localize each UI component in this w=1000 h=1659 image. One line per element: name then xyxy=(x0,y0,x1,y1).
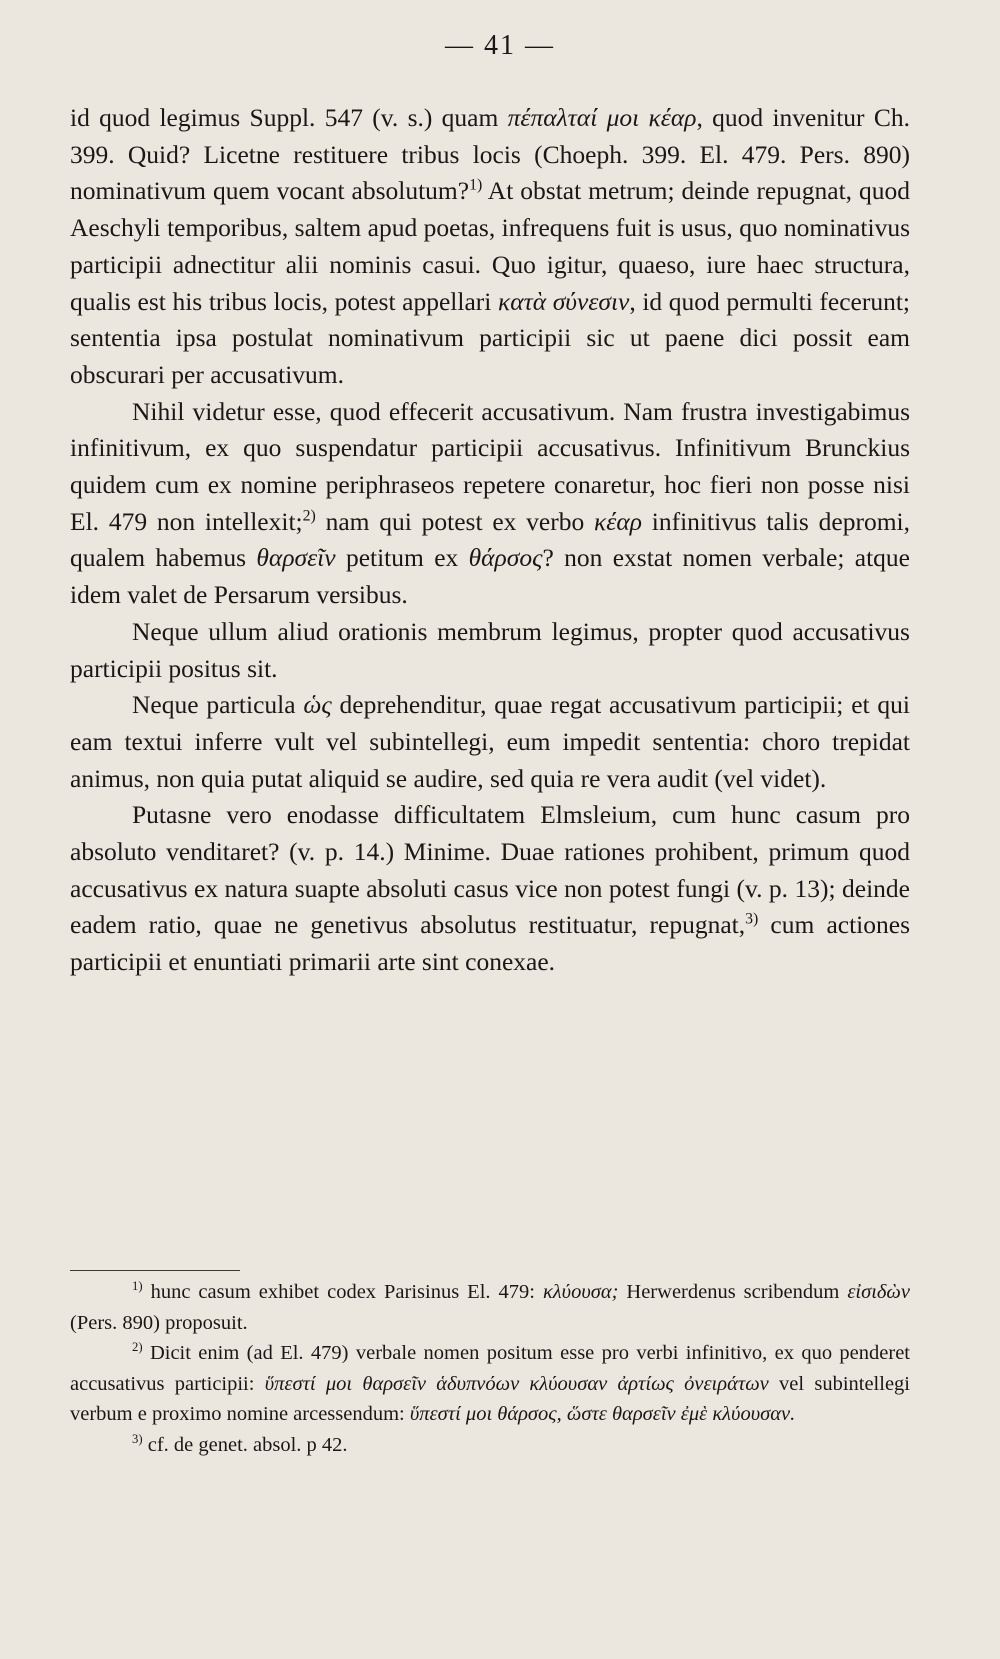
paragraph xyxy=(70,797,910,981)
footnote-marker: 1) xyxy=(469,176,483,194)
greek-text: κατὰ σύνεσιν xyxy=(497,286,630,316)
greek-text: ὡς xyxy=(303,690,332,720)
text-segment: cum actiones participii et enuntiati primarii arte sint conexae. xyxy=(70,910,910,977)
page-number: — 41 — xyxy=(445,30,555,61)
footnote-marker: 3) xyxy=(132,1431,143,1446)
footnote-3 xyxy=(70,1430,910,1461)
text-segment: deprehenditur, quae regat accusativum participii; et qui eam textui inferre vult vel subintellegi, eum impedit sententia: choro trepidat animus, non quia putat aliquid se audire, sed quia re vera audit (vel videt). xyxy=(70,690,910,793)
footnote-1 xyxy=(70,1277,910,1338)
text-segment: (Pers. 890) proposuit. xyxy=(70,1311,248,1334)
footnote-2 xyxy=(70,1338,910,1430)
text-segment: Putasne vero enodasse difficultatem Elmsleium, cum hunc casum pro absoluto venditaret? (v. p. 14.) Minime. Duae rationes prohibent, primum quod accusativus ex natura suapte absoluti casus vice non potest fungi (v. p. 13); deinde eadem ratio, quae ne genetivus absolutus restituatur, repugnat, xyxy=(70,800,910,940)
text-segment: , quod invenitur Ch. 399. Quid? Licetne restituere tribus locis (Choeph. 399. El. 479. Pers. 890) nominativum quem vocant absolutum? xyxy=(70,103,910,206)
text-segment: Nihil videtur esse, quod effecerit accusativum. Nam frustra investigabimus infinitivum, ex quo suspendatur participii accusativus. Infinitivum Brunckius quidem cum ex nomine periphraseos repetere conaretur, hoc fieri non posse nisi El. 479 non intellexit; xyxy=(70,396,910,536)
text-segment: nam qui potest ex verbo xyxy=(315,506,595,536)
text-segment: petitum ex xyxy=(335,543,469,573)
greek-text: εἰσιδὼν xyxy=(847,1281,910,1303)
paragraph xyxy=(70,100,910,394)
greek-text: πέπαλταί μοι κέαρ xyxy=(507,103,697,132)
greek-text: θαρσεῖν xyxy=(256,543,336,573)
greek-text: κέαρ xyxy=(594,506,642,536)
text-segment: infinitivus talis depromi, qualem habemus xyxy=(70,506,910,573)
text-segment: vel subintellegi verbum e proximo nomine arcessendum: xyxy=(70,1372,910,1425)
footnotes xyxy=(70,1277,910,1460)
greek-text: ὕπεστί μοι θαρσεῖν ἁδυπνόων κλύουσαν ἀρτίως ὀνειράτων xyxy=(264,1372,769,1395)
text-segment: , id quod permulti fecerunt; sententia ipsa postulat nominativum participii sic ut paene dici possit eam obscurari per accusativum. xyxy=(70,286,911,389)
text-segment: Neque particula xyxy=(132,690,304,720)
footnote-marker: 3) xyxy=(745,910,759,928)
main-text xyxy=(70,100,910,981)
greek-text: κλύουσα; xyxy=(542,1281,619,1303)
footnote-divider xyxy=(70,1270,240,1271)
paragraph xyxy=(70,614,910,687)
text-segment: Dicit enim (ad El. 479) verbale nomen positum esse pro verbi infinitivo, ex quo penderet accusativus participii: xyxy=(70,1342,910,1395)
text-segment: cf. de genet. absol. p 42. xyxy=(142,1433,348,1456)
paragraph xyxy=(70,687,910,797)
footnote-marker: 2) xyxy=(302,507,316,525)
greek-text: ὕπεστί μοι θάρσος, ὥστε θαρσεῖν ἐμὲ κλύουσαν. xyxy=(409,1403,796,1425)
greek-text: θάρσος xyxy=(468,543,543,573)
text-segment: At obstat metrum; deinde repugnat, quod Aeschyli temporibus, saltem apud poetas, infrequens fuit is usus, quo nominativus participii adnectitur alii nominis casui. Quo igitur, quaeso, iure haec structura, qualis est his tribus locis, potest appellari xyxy=(70,176,910,316)
footnote-marker: 1) xyxy=(132,1279,143,1294)
footnote-marker: 2) xyxy=(132,1340,143,1355)
text-segment: hunc casum exhibet codex Parisinus El. 479: xyxy=(142,1281,543,1303)
text-segment: id quod legimus Suppl. 547 (v. s.) quam xyxy=(70,103,508,132)
paragraph xyxy=(70,394,910,614)
text-segment: ? non exstat nomen verbale; atque idem valet de Persarum versibus. xyxy=(70,543,910,610)
text-segment: Neque ullum aliud orationis membrum legimus, propter quod accusativus participii positus sit. xyxy=(70,616,910,683)
text-segment: Herwerdenus scribendum xyxy=(618,1281,848,1303)
